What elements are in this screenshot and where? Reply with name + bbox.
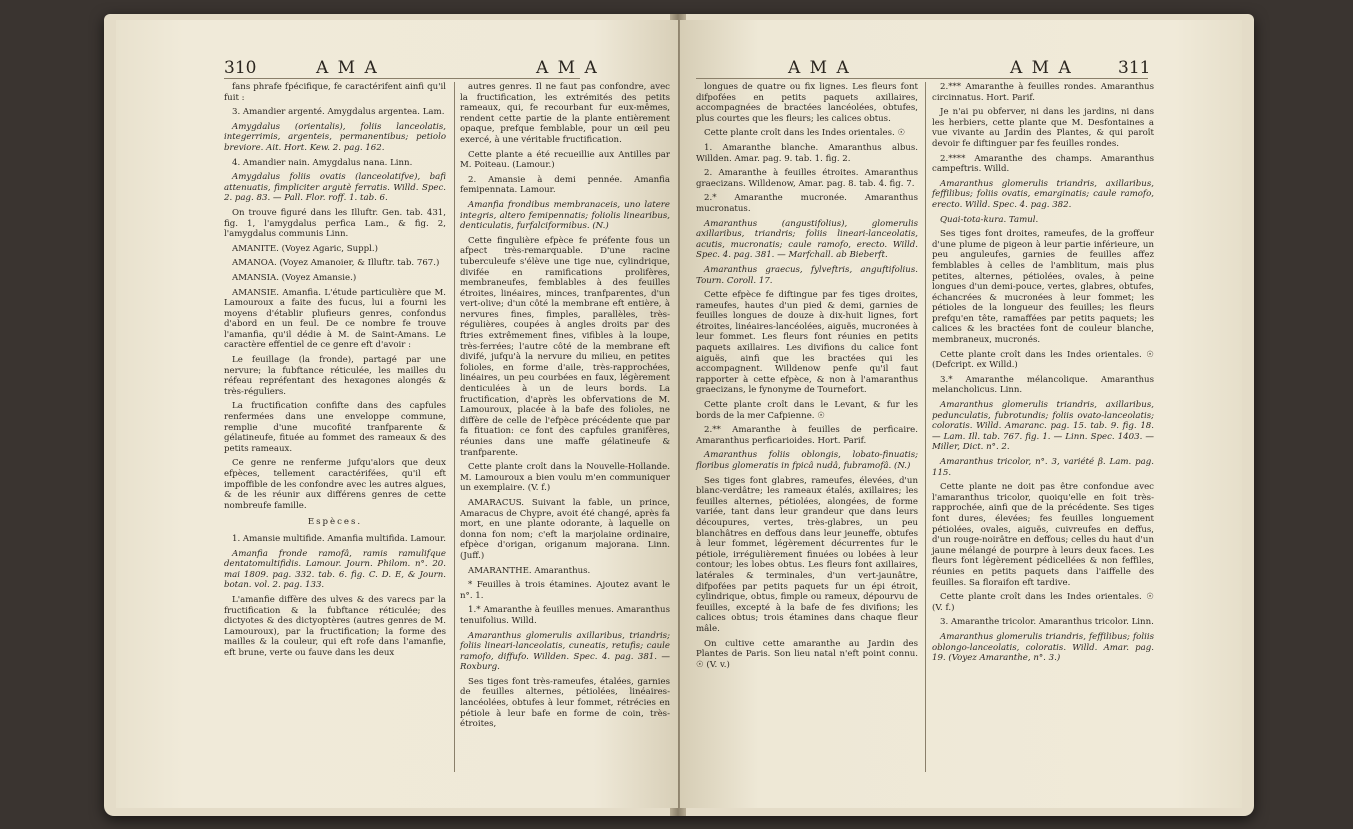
paragraph: 1. Amansie multifide. Amanfia multifida. Lamour. xyxy=(232,533,446,544)
left-running-header-1: A M A xyxy=(316,58,379,78)
right-page-number: 311 xyxy=(1118,58,1151,78)
paragraph: Cette plante croît dans le Levant, & fur les bords de la mer Cafpienne. ☉ xyxy=(696,400,918,421)
paragraph: Je n'ai pu obferver, ni dans les jardins, ni dans les herbiers, cette plante que M. Desfontaines a vue vivante au Jardin des Plantes, & qui paroît devoir fe diftinguer par fes feuilles rondes. xyxy=(932,107,1154,149)
paragraph: 2. Amansie à demi pennée. Amanfia femipennata. Lamour. xyxy=(460,174,670,196)
paragraph: Cette plante croît dans les Indes orientales. ☉ (V. f.) xyxy=(932,592,1154,613)
paragraph: On cultive cette amaranthe au Jardin des Plantes de Paris. Son lieu natal n'eft point connu. ☉ (V. v.) xyxy=(696,638,918,670)
paragraph: AMANITE. (Voyez Agaric, Suppl.) xyxy=(232,243,378,254)
paragraph: Quai-tota-kura. Tamul. xyxy=(940,214,1039,225)
paragraph: Espèces. xyxy=(307,517,363,528)
paragraph: Amygdalus (orientalis), foliis lanceolatis, integerrimis, argenteis, permanentibus; petiolo breviore. Ait. Hort. Kew. 2. pag. 162. xyxy=(224,121,446,153)
right-header-rule xyxy=(696,78,1148,79)
paragraph: AMANSIE. Amanfia. L'étude particulière que M. Lamouroux a faite des fucus, lui a fourni les moyens d'établir plufieurs genres, confondus d'abord en un feul. De ce nombre fe trouve l'amanfia, qu'il dédie à M. de Saint-Amans. Le caractère effentiel de ce genre eft d'avoir : xyxy=(224,287,446,351)
paragraph: 3. Amaranthe tricolor. Amaranthus tricolor. Linn. xyxy=(940,617,1154,628)
paragraph: Amaranthus glomerulis triandris, axillaribus, pedunculatis, fubrotundis; foliis ovato-lanceolatis; coloratis. Willd. Amaranc. pag. 15. tab. 9. fig. 18. — Lam. Ill. tab. 767. fig. 1. — Linn. Spec. 1403. — Miller, Dict. n°. 2. xyxy=(932,400,1154,453)
right-running-header-1: A M A xyxy=(788,58,851,78)
paragraph: 3. Amandier argenté. Amygdalus argentea. Lam. xyxy=(232,107,445,118)
paragraph: Ce genre ne renferme jufqu'alors que deux efpèces, tellement caractérifées, qu'il eft impoffible de les confondre avec les autres algues, & de les réunir aux différens genres de cette nombreufe famille. xyxy=(224,458,446,511)
paragraph: Amaranthus glomerulis triandris, axillaribus, feffilibus; foliis ovatis, emarginatis; caule ramofo, erecto. Willd. Spec. 4. pag. 382. xyxy=(932,178,1154,210)
paragraph: La fructification confifte dans des capfules renfermées dans une enveloppe commune, remplie d'une mucofité tranfparente & gélatineufe, fituée au fommet des rameaux & des petits rameaux. xyxy=(224,401,446,454)
paragraph: Amanfia fronde ramofâ, ramis ramulifque dentatomultifidis. Lamour. Journ. Philom. n°. 20. mai 1809. pag. 332. tab. 6. fig. C. D. E, & Journ. botan. vol. 2. pag. 133. xyxy=(224,548,446,591)
paragraph: Cette plante croît dans la Nouvelle-Hollande. M. Lamouroux a bien voulu m'en communiquer un exemplaire. (V. f.) xyxy=(460,462,670,494)
paragraph: longues de quatre ou fix lignes. Les fleurs font difpofées en petits paquets axillaires, accompagnées de bractées lancéolées, obtufes, plus courtes que les fleurs; les calices obtus. xyxy=(696,82,918,124)
left-column-divider xyxy=(454,82,455,772)
paragraph: Cette plante ne doit pas être confondue avec l'amaranthus tricolor, quoiqu'elle en foit très-rapprochée, ainfi que de la précédente. Ses tiges font dures, élevées; fes feuilles longuement pétiolées, ovales, aiguës, cuivreufes en deffus, d'un rouge-noirâtre en deffous; celles du haut d'un jaune mélangé de pourpre à leurs deux faces. Les fleurs font légèrement pédicellées & non feffiles, réunies en petits paquets dans l'aiffelle des feuilles. Sa floraifon eft tardive. xyxy=(932,482,1154,588)
right-column-1 xyxy=(696,82,918,674)
paragraph: 3.* Amaranthe mélancolique. Amaranthus melancholicus. Linn. xyxy=(932,374,1154,396)
paragraph: Cette plante a été recueillie aux Antilles par M. Poiteau. (Lamour.) xyxy=(460,149,670,171)
paragraph: fans phrafe fpécifique, fe caractérifent ainfi qu'il fuit : xyxy=(224,82,446,103)
paragraph: 1. Amaranthe blanche. Amaranthus albus. Willden. Amar. pag. 9. tab. 1. fig. 2. xyxy=(696,142,918,164)
paragraph: autres genres. Il ne faut pas confondre, avec la fructification, les extrémités des petits rameaux, qui, fe recourbant fur eux-mêmes, rendent cette partie de la plante entièrement opaque, prefque femblable, pour un œil peu exercé, à une véritable fructification. xyxy=(460,82,670,145)
paragraph: 2.**** Amaranthe des champs. Amaranthus campeftris. Willd. xyxy=(932,153,1154,175)
right-column-divider xyxy=(925,82,926,772)
left-page-number: 310 xyxy=(224,58,257,78)
paragraph: Ses tiges font très-rameufes, étalées, garnies de feuilles alternes, pétiolées, linéaires-lancéolées, obtufes à leur fommet, rétrécies en pétiole à leur bafe en forme de coin, très-étroites, xyxy=(460,676,670,730)
paragraph: Amaranthus tricolor, n°. 3, variété β. Lam. pag. 115. xyxy=(932,457,1154,478)
paragraph: Amaranthus graecus, fylveftris, anguftifolius. Tourn. Coroll. 17. xyxy=(696,264,918,286)
left-running-header-2: A M A xyxy=(536,58,599,78)
paragraph: Amygdalus foliis ovatis (lanceolatifve), bafi attenuatis, fimpliciter argutè ferratis. Willd. Spec. 2. pag. 83. — Pall. Flor. roff. 1. tab. 6. xyxy=(224,172,446,204)
paragraph: Amaranthus (angustifolius), glomerulis axillaribus, triandris; foliis lineari-lanceolatis, acutis, mucronatis; caule ramofo, erecto. Willd. Spec. 4. pag. 381. — Marfchall. ab Bieberft. xyxy=(696,218,918,261)
paragraph: Cette fingulière efpèce fe préfente fous un afpect très-remarquable. D'une racine tuberculeufe s'élève une tige nue, cylindrique, divifée en ramifications prolifères, membraneufes, femblables à des feuilles étroites, linéaires, minces, tranfparentes, d'un vert-olive; d'un côté la membrane eft entière, à nervures fines, fimples, parallèles, très-régulières, coupées à angles droits par des ftries extrêmement fines, vifibles à la loupe, très-ferrées; l'autre côté de la membrane eft divifé, jufqu'à la nervure du milieu, en petites folioles, en forme d'aile, très-rapprochées, linéaires, un peu courbées en faux, légèrement denticulées à un de leurs bords. La fructification, d'après les obfervations de M. Lamouroux, placée à la bafe des folioles, ne diffère de celle de l'efpèce précédente que par fa fituation: ce font des capfules granifères, réunies dans une maffe gélatineufe & tranfparente. xyxy=(460,235,670,458)
paragraph: Cette plante croît dans les Indes orientales. ☉ xyxy=(704,128,906,139)
left-header-rule xyxy=(224,78,580,79)
paragraph: L'amanfie diffère des ulves & des varecs par la fructification & la fubftance réticulée; des dictyotes & des dictyoptères (autres genres de M. Lamouroux), par la fructification; la forme des mailles & la couleur, qui eft rofe dans l'amanfie, eft brune, verte ou fauve dans les deux xyxy=(224,594,446,658)
paragraph: * Feuilles à trois étamines. Ajoutez avant le n°. 1. xyxy=(460,580,670,601)
left-page xyxy=(116,20,678,808)
right-column-2 xyxy=(932,82,1154,668)
paragraph: 2.* Amaranthe mucronée. Amaranthus mucronatus. xyxy=(696,193,918,214)
paragraph: 2.** Amaranthe à feuilles de perficaire. Amaranthus perficarioides. Hort. Parif. xyxy=(696,425,918,446)
paragraph: Ses tiges font droites, rameufes, de la groffeur d'une plume de pigeon à leur partie inférieure, un peu anguleufes, garnies de feuilles affez femblables à celles de l'amblitum, mais plus petites, alternes, pétiolées, ovales, à peine longues d'un demi-pouce, vertes, glabres, obtufes, échancrées & mucronées à leur fommet; les pétioles de la longueur des feuilles; les fleurs prefqu'en tête, ramaffées par petits paquets; les calices & les bractées font de couleur blanche, membraneux, mucronés. xyxy=(932,229,1154,346)
paragraph: 2.*** Amaranthe à feuilles rondes. Amaranthus circinnatus. Hort. Parif. xyxy=(932,82,1154,103)
paragraph: 2. Amaranthe à feuilles étroites. Amaranthus graecizans. Willdenow, Amar. pag. 8. tab. 4. fig. 7. xyxy=(696,168,918,189)
open-book xyxy=(104,14,1254,816)
paragraph: Le feuillage (la fronde), partagé par une nervure; la fubftance réticulée, les mailles du réfeau repréfentant des hexagones alongés & très-réguliers. xyxy=(224,355,446,397)
paragraph: AMANSIA. (Voyez Amansie.) xyxy=(232,272,357,283)
left-column-2 xyxy=(460,82,670,734)
paragraph: Amaranthus foliis oblongis, lobato-finuatis; floribus glomeratis in fpicâ nudâ, fubramofâ. (N.) xyxy=(696,450,918,471)
right-page xyxy=(680,20,1242,808)
paragraph: Cette plante croît dans les Indes orientales. ☉ (Defcript. ex Willd.) xyxy=(932,349,1154,371)
paragraph: 4. Amandier nain. Amygdalus nana. Linn. xyxy=(232,157,413,168)
paragraph: Amanfia frondibus membranaceis, uno latere integris, altero femipennatis; foliolis linearibus, denticulatis, furfalciformibus. (N.) xyxy=(460,199,670,232)
paragraph: On trouve figuré dans les Illuftr. Gen. tab. 431, fig. 1, l'amygdalus perfica Lam., & fig. 2, l'amygdalus communis Linn. xyxy=(224,207,446,240)
paragraph: AMARANTHE. Amaranthus. xyxy=(468,565,591,576)
paragraph: Ses tiges font glabres, rameufes, élevées, d'un blanc-verdâtre; les rameaux étalés, axillaires; les feuilles alternes, pétiolées, alongées, de forme variée, tant dans leur grandeur que dans leurs découpures, vertes, très-glabres, un peu blanchâtres en deffous dans leur jeuneffe, obtufes à leur fommet, légèrement décurrentes fur le pétiole, irrégulièrement finuées ou lobées à leur contour; les lobes obtus. Les fleurs font axillaires, latérales & terminales, d'un vert-jaunâtre, difpofées par petits paquets fur un épi étroit, cylindrique, obtus, fimple ou rameux, dépourvu de feuilles, excepté à la bafe de fes divifions; les calices obtus; trois étamines dans chaque fleur mâle. xyxy=(696,475,918,634)
paragraph: Cette efpèce fe diftingue par fes tiges droites, rameufes, hautes d'un pied & demi, garnies de feuilles longues de douze à dix-huit lignes, fort étroites, linéaires-lancéolées, aiguës, mucronées à leur fommet. Les fleurs font réunies en petits paquets axillaires. Les divifions du calice font aiguës, ainfi que les bractées qui les accompagnent. Willdenow penfe qu'il faut rapporter à cette efpèce, & non à l'amaranthus graecizans, le fynonyme de Tournefort. xyxy=(696,290,918,396)
paragraph: AMANOA. (Voyez Amanoier, & Illuftr. tab. 767.) xyxy=(232,258,440,269)
right-running-header-2: A M A xyxy=(1010,58,1073,78)
left-column-1 xyxy=(224,82,446,663)
paragraph: Amaranthus glomerulis triandris, feffilibus; foliis oblongo-lanceolatis, coloratis. Willd. Amar. pag. 19. (Voyez Amaranthe, n°. 3.) xyxy=(932,631,1154,664)
paragraph: Amaranthus glomerulis axillaribus, triandris; foliis lineari-lanceolatis, cuneatis, retufis; caule ramofo, diffufo. Willden. Spec. 4. pag. 381. — Roxburg. xyxy=(460,630,670,673)
paragraph: AMARACUS. Suivant la fable, un prince, Amaracus de Chypre, avoit été changé, après fa mort, en une plante odorante, à laquelle on donna fon nom; c'eft la marjolaine ordinaire, efpèce d'origan, origanum majorana. Linn. (Juff.) xyxy=(460,497,670,561)
paragraph: 1.* Amaranthe à feuilles menues. Amaranthus tenuifolius. Willd. xyxy=(460,605,670,626)
